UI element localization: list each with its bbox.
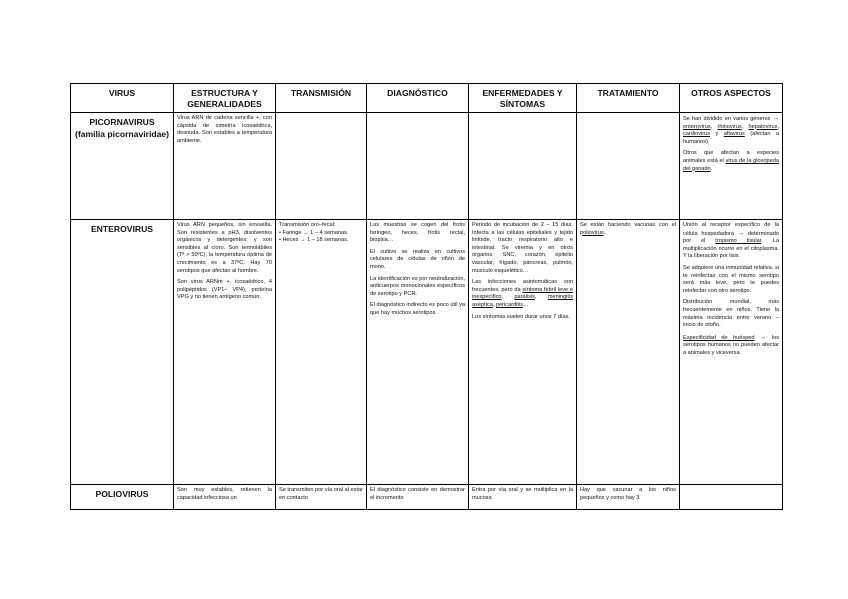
header-tratamiento: TRATAMIENTO: [577, 84, 680, 113]
enterovirus-diagnostico-p1: Las muestras se cogen del frotis faríngeo, heces, frotis rectal, biopsia…: [370, 222, 465, 244]
poliovirus-transmision: Se transmiten por vía oral al estar en contacto: [276, 485, 367, 510]
picornavirus-estructura: [174, 113, 276, 220]
poliovirus-tratamiento: Hay que vacunar a los niños pequeños y como hay 3: [577, 485, 680, 510]
picornavirus-estructura-text: Virus ARN de cadena sencilla +, con cápsida de simetría icosaédrica, desnuda. Son estables a temperatura ambiente.: [177, 115, 272, 144]
table-row-poliovirus: [71, 485, 783, 510]
enterovirus-diagnostico-p4: El diagnóstico indirecto es poco útil ya que hay muchos serotipos.: [370, 302, 465, 316]
enterovirus-enfermedades: [469, 220, 577, 485]
picornavirus-name-cell: [71, 113, 174, 220]
picornavirus-transmision: [276, 113, 367, 220]
poliovirus-enfermedades: Entra por vía oral y se multiplica en la mucosa: [469, 485, 577, 510]
picornavirus-name: PICORNAVIRUS: [89, 117, 155, 127]
enterovirus-transmision-b2: • Heces → 1 – 18 semanas.: [279, 237, 349, 244]
header-estructura: ESTRUCTURA Y GENERALIDADES: [174, 84, 276, 113]
virus-table: [70, 83, 783, 510]
enterovirus-otros-p3: Distribución mundial, más frecuentemente en niños. Tiene la máxima incidencia entre verano – inicio de otoño.: [683, 299, 779, 329]
picornavirus-otros-p2: Otros que afectan a especies animales está el virus de la glosopeda del ganado.: [683, 150, 779, 172]
header-transmision: TRANSMISIÓN: [276, 84, 367, 113]
enterovirus-transmision-intro: Transmisión oro–fecal:: [279, 222, 336, 228]
enterovirus-enfermedades-p2: Las infecciones asintomáticas son frecuentes, pero da síntoma febril leve e inespecífico, parálisis, meningitis aséptica, pericarditis…: [472, 279, 574, 308]
arrow-right-icon: →: [772, 115, 779, 122]
picornavirus-subname: (familia picornaviridae): [74, 129, 170, 139]
arrow-right-icon: →: [737, 229, 745, 237]
poliovirus-name: POLIOVIRUS: [95, 489, 149, 499]
enterovirus-tratamiento-text: Se están haciendo vacunas con el poliovirus.: [580, 222, 676, 236]
enterovirus-diagnostico-p2: El cultivo se realiza en cultivos celulares de células de riñón de mono.: [370, 248, 465, 270]
arrow-right-icon: →: [760, 333, 767, 341]
enterovirus-enfermedades-p1: Periodo de incubación de 2 – 15 días. Infecta a las células epiteliales y tejido linfoide, tracto respiratorio alto e intestinal. Se viremia y en otros órganos: SNC, corazón, epitelio vascular, hígado, páncreas, pulmón, musculo esquelético…: [472, 222, 573, 274]
enterovirus-diagnostico-p3: La identificación es por neutralización, anticuerpos monoclonales específicos de serotipo y PCR.: [370, 275, 465, 297]
enterovirus-tratamiento: [577, 220, 680, 485]
table-row-enterovirus: [71, 220, 783, 485]
header-virus: VIRUS: [71, 84, 174, 113]
enterovirus-transmision: [276, 220, 367, 485]
poliovirus-name-cell: [71, 485, 174, 510]
enterovirus-otros-p1: Unión al receptor específico de la célula hospedadora → determinado por el tropismo tisular. La multiplicación ocurre en el citoplasma. Y la liberación por lisis.: [683, 222, 780, 260]
picornavirus-tratamiento: [577, 113, 680, 220]
picornavirus-diagnostico: [367, 113, 469, 220]
table-header-row: [71, 84, 783, 113]
picornavirus-otros: [680, 113, 783, 220]
picornavirus-otros-p1: Se han dividido en varios géneros → enterovirus, rhinovirus, hepatovirus, cardiovirus y aftavirus (afectan a humanos).: [683, 115, 779, 145]
enterovirus-name: ENTEROVIRUS: [90, 224, 154, 234]
enterovirus-transmision-b1: • Faringe → 1 – 4 semanas.: [279, 229, 349, 236]
picornavirus-enfermedades: [469, 113, 577, 220]
enterovirus-otros-p4: Especificidad de huésped → los serotipos humanos no pueden afectar a animales y viceversa.: [683, 333, 779, 356]
header-diagnostico: DIAGNÓSTICO: [367, 84, 469, 113]
poliovirus-estructura: Son muy estables, retienen la capacidad infecciosa un: [174, 485, 276, 510]
enterovirus-estructura-p2: Son virus ARNm +, icosaédrico, 4 polipéptidos (VP1– VP4), proteína VPG y no tienen antígeno común.: [177, 279, 272, 301]
table-row-picornavirus: [71, 113, 783, 220]
header-enfermedades: ENFERMEDADES Y SÍNTOMAS: [469, 84, 577, 113]
header-otros: OTROS ASPECTOS: [680, 84, 783, 113]
poliovirus-diagnostico: El diagnóstico consiste en demostrar el incremento: [367, 485, 469, 510]
enterovirus-name-cell: [71, 220, 174, 485]
enterovirus-otros: [680, 220, 783, 485]
enterovirus-enfermedades-p3: Los síntomas suelen durar unos 7 días.: [472, 313, 570, 320]
enterovirus-estructura: [174, 220, 276, 485]
poliovirus-otros: [680, 485, 783, 510]
enterovirus-diagnostico: [367, 220, 469, 485]
enterovirus-otros-p2: Se adquiere una inmunidad relativa, si te reinfectas con el mismo serotipo será más leve, pero te puedes reinfectar con otro serotipo.: [683, 264, 779, 294]
enterovirus-estructura-p1: Virus ARN pequeños, sin envuelta. Son resistentes a pH3, disolventes orgánicos y detergentes; y son sensibles al cloro. Son termolábiles (Tª > 50ºC), la temperatura óptima de crecimiento es a 37ºC. Hay 70 serotipos que afectan al hombre.: [177, 222, 272, 274]
